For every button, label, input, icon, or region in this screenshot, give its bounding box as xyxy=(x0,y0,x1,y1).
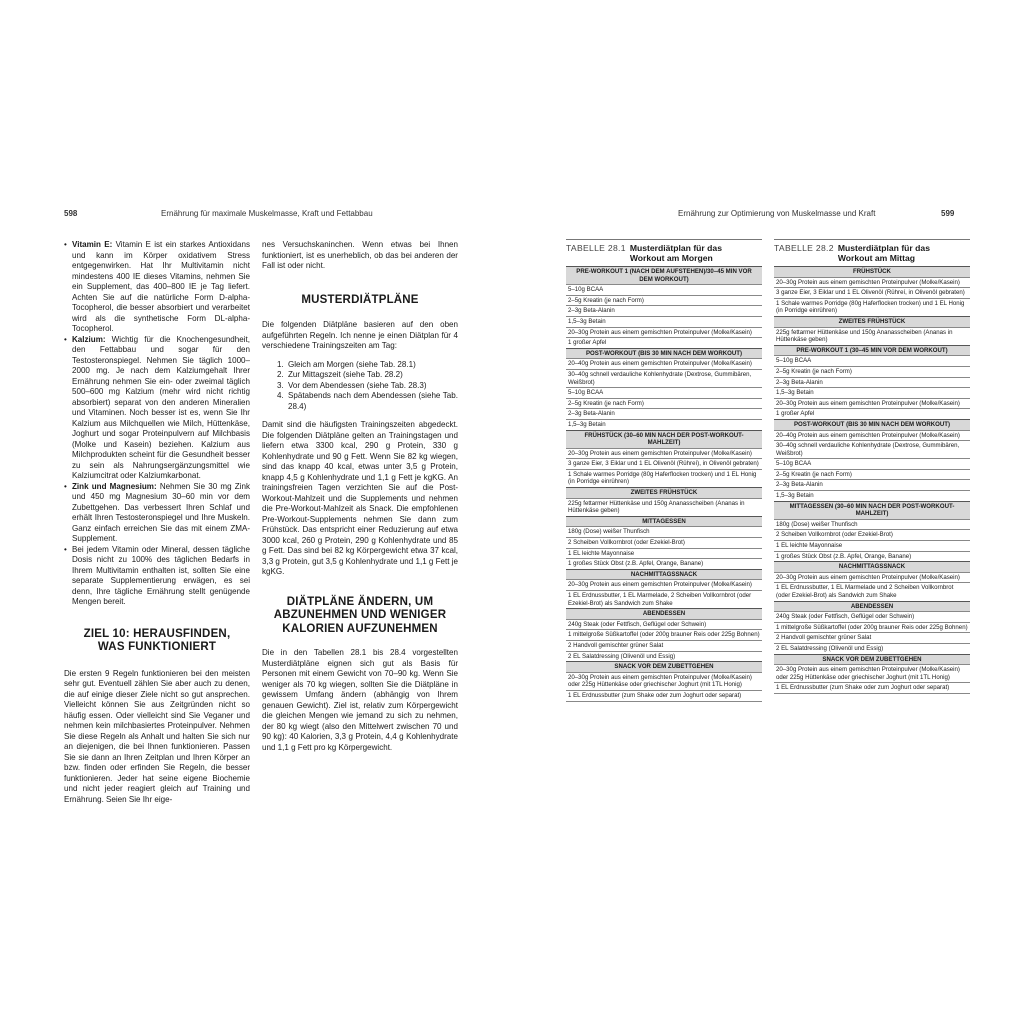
list-item: 4. Spätabends nach dem Abendessen (siehe Tab. 28.4) xyxy=(286,391,458,412)
table-title-line: Workout am Mittag xyxy=(837,253,915,263)
paragraph: Die folgenden Diätpläne basieren auf den oben aufgeführten Regeln. Ich nenne je einen Diätplan für 4 verschiedene Trainingszeiten am Tag: xyxy=(262,320,458,350)
heading-line: WAS FUNKTIONIERT xyxy=(97,641,217,653)
table-title-line: Workout am Morgen xyxy=(629,253,713,263)
bullet-vitamin-mineral xyxy=(64,545,250,608)
table-row: 2 Scheiben Vollkornbrot (oder Ezekiel-Brot) xyxy=(566,537,762,548)
table-row: 1 EL Erdnussbutter (zum Shake oder zum Joghurt oder separat) xyxy=(566,690,762,701)
table-row: 1 EL Erdnussbutter, 1 EL Marmelade, 2 Scheiben Vollkornbrot (oder Ezekiel-Brot) als Sandwich zum Shake xyxy=(566,590,762,608)
table-row: 1 großer Apfel xyxy=(774,408,970,419)
table-row: 20–30g Protein aus einem gemischten Proteinpulver (Molke/Kasein) xyxy=(774,277,970,288)
table-row: 5–10g BCAA xyxy=(774,355,970,366)
table-row: 20–30g Protein aus einem gemischten Proteinpulver (Molke/Kasein) xyxy=(566,327,762,338)
table-row: 2 Scheiben Vollkornbrot (oder Ezekiel-Brot) xyxy=(774,529,970,540)
table-row: 1,5–3g Betain xyxy=(566,419,762,430)
bullet-text: Vitamin E ist ein starkes Antioxidans und kann im Körper oxidativem Stress entgegenwirken. Hat Ihr Multivitamin nicht mindestens 400 IE dieses Vitamins, nehmen Sie ein Supplement, das 400–800 IE je Tag liefert. Achten Sie auf die natürliche Form D-alpha-Tocopherol, die besser absorbiert und verarbeitet wird als die synthetische Form DL-alpha-Tocopherol. xyxy=(72,240,250,333)
table-28-1 xyxy=(566,239,762,702)
table-row: 2–5g Kreatin (je nach Form) xyxy=(566,398,762,409)
bullet-text: Wichtig für die Knochengesundheit, den Fettabbau und sogar für den Testosteronspiegel. Nehmen Sie täglich 1000–2000 mg. Je nach dem Kalziumgehalt Ihrer Ernährung nehmen Sie ein- oder zweimal täglich 500–600 mg Kalzium (mehr wird nicht richtig absorbiert) separat von den anderen Mineralien und Vitaminen. Noch besser ist es, wenn Sie Ihr Kalzium aus Milchquellen wie Milch, Hüttenkäse, Joghurt und sogar Proteinpulvern auf Milchbasis (Molke und Kasein) beziehen. Kalzium aus Milchprodukten scheint für die Gesundheit besser zu sein als Nahrungsergänzungsmittel wie Kalziumcitrat oder Kalziumkarbonat. xyxy=(72,334,250,480)
left-page-number: 598 xyxy=(64,209,78,218)
table-section-header: ABENDESSEN xyxy=(774,601,970,612)
bullet-term: Kalzium: xyxy=(72,334,106,344)
table-bottom-rule xyxy=(566,701,762,702)
table-title xyxy=(630,243,722,263)
table-section-header: PRE-WORKOUT 1 (NACH DEM AUFSTEHEN)/30–45 MIN VOR DEM WORKOUT) xyxy=(566,266,762,284)
table-row: 20–30g Protein aus einem gemischten Proteinpulver (Molke/Kasein) xyxy=(566,579,762,590)
table-row: 1,5–3g Betain xyxy=(774,387,970,398)
table-section-header: POST-WORKOUT (BIS 30 MIN NACH DEM WORKOUT) xyxy=(774,419,970,430)
bullet-text: Bei jedem Vitamin oder Mineral, dessen tägliche Dosis nicht zu 100% des täglichen Bedarfs in Ihrem Multivitamin enthalten ist, sollten Sie eine separate Supplementierung erwägen, es sei denn, Ihre tägliche Ernährung stellt genügende Mengen bereit. xyxy=(72,544,250,606)
table-row: 1,5–3g Betain xyxy=(566,316,762,327)
table-row: 2–3g Beta-Alanin xyxy=(774,479,970,490)
heading-line: KALORIEN AUFZUNEHMEN xyxy=(282,622,438,635)
table-row: 180g (Dose) weißer Thunfisch xyxy=(774,519,970,530)
table-row: 20–30g Protein aus einem gemischten Proteinpulver (Molke/Kasein) oder 225g Hüttenkäse oder griechischer Joghurt (mit 1TL Honig) xyxy=(774,664,970,682)
table-section-header: FRÜHSTÜCK xyxy=(774,266,970,277)
table-number: TABELLE 28.1 xyxy=(566,243,626,253)
list-item: 1. Gleich am Morgen (siehe Tab. 28.1) xyxy=(286,360,458,371)
table-row: 20–30g Protein aus einem gemischten Proteinpulver (Molke/Kasein) xyxy=(774,572,970,583)
table-row: 1,5–3g Betain xyxy=(774,490,970,501)
table-row: 240g Steak (oder Fettfisch, Geflügel oder Schwein) xyxy=(566,619,762,630)
table-section-header: ZWEITES FRÜHSTÜCK xyxy=(774,316,970,327)
table-row: 2–3g Beta-Alanin xyxy=(566,408,762,419)
table-row: 1 EL Erdnussbutter, 1 EL Marmelade und 2 Scheiben Vollkornbrot (oder Ezekiel-Brot) als Sandwich zum Shake xyxy=(774,582,970,600)
section-heading-ziel-10 xyxy=(64,628,250,655)
table-section-header: PRE-WORKOUT 1 (30–45 MIN VOR DEM WORKOUT) xyxy=(774,345,970,356)
table-title-line: Musterdiätplan für das xyxy=(629,243,722,253)
table-row: 2–5g Kreatin (je nach Form) xyxy=(774,366,970,377)
right-page-header xyxy=(941,209,954,218)
bullet-vitamin-e xyxy=(64,240,250,335)
table-row: 5–10g BCAA xyxy=(774,458,970,469)
table-row: 20–30g Protein aus einem gemischten Proteinpulver (Molke/Kasein) oder 225g Hüttenkäse oder griechischer Joghurt (mit 1TL Honig) xyxy=(566,672,762,690)
table-caption xyxy=(566,239,762,263)
table-title-line: Musterdiätplan für das xyxy=(837,243,930,253)
heading-line: ZIEL 10: HERAUSFINDEN, xyxy=(83,627,231,640)
list-item: 2. Zur Mittagszeit (siehe Tab. 28.2) xyxy=(286,370,458,381)
left-column-2 xyxy=(262,240,458,753)
heading-line: ABZUNEHMEN UND WENIGER xyxy=(273,609,447,621)
bullet-text: Nehmen Sie 30 mg Zink und 450 mg Magnesium 30–60 min vor dem Zubettgehen. Das verbessert Ihren Schlaf und erhält Ihren Testosteronspiegel und Ihre Muskeln. Ganz einfach erreichen Sie das mit einem ZMA-Supplement. xyxy=(72,481,250,543)
section-heading-musterdiatplaene: MUSTERDIÄTPLÄNE xyxy=(301,293,419,306)
right-page-number: 599 xyxy=(941,209,955,218)
table-row: 2 Handvoll gemischter grüner Salat xyxy=(566,640,762,651)
table-row: 2 Handvoll gemischter grüner Salat xyxy=(774,632,970,643)
table-section-header: SNACK VOR DEM ZUBETTGEHEN xyxy=(566,661,762,672)
table-row: 2–5g Kreatin (je nach Form) xyxy=(566,295,762,306)
table-bottom-rule xyxy=(774,693,970,694)
table-section-header: NACHMITTAGSSNACK xyxy=(566,569,762,580)
table-row: 5–10g BCAA xyxy=(566,387,762,398)
paragraph: Die ersten 9 Regeln funktionieren bei den meisten sehr gut. Eventuell zählen Sie aber auch zu denen, die auf einige dieser Ziele nicht so gut ansprechen. Vielleicht können Sie aus Zeitgründen nicht so häufig essen. Oder vielleicht sind Sie Veganer und nehmen kein milchbasiertes Proteinpulver. Nehmen Sie diese Regeln als Anhalt und halten Sie sich nur an diejenigen, die bei Ihnen funktionieren. Passen Sie sie dann an Ihren Zeitplan und Ihren Körper an bzw. finden oder erfinden Sie Regeln, die besser funktionieren. Jeder hat seine eigene Biochemie und nicht jeder reagiert gleich auf Training und Ernährung. Seien Sie Ihr eige- xyxy=(64,668,250,804)
table-section-header: MITTAGESSEN xyxy=(566,516,762,527)
table-row: 1 Schale warmes Porridge (80g Haferflocken trocken) und 1 EL Honig (in Porridge einrühren) xyxy=(566,469,762,487)
right-running-title: Ernährung zur Optimierung von Muskelmasse und Kraft xyxy=(678,209,876,218)
table-row: 2–5g Kreatin (je nach Form) xyxy=(774,469,970,480)
table-row: 1 mittelgroße Süßkartoffel (oder 200g brauner Reis oder 225g Bohnen) xyxy=(566,629,762,640)
table-row: 1 EL leichte Mayonnaise xyxy=(566,548,762,559)
heading-line: DIÄTPLÄNE ÄNDERN, UM xyxy=(286,595,434,608)
table-caption xyxy=(774,239,970,263)
table-row: 2 EL Salatdressing (Olivenöl und Essig) xyxy=(774,643,970,654)
left-column-1 xyxy=(64,240,250,805)
table-section-header: POST-WORKOUT (BIS 30 MIN NACH DEM WORKOUT) xyxy=(566,348,762,359)
table-row: 1 Schale warmes Porridge (80g Haferflocken trocken) und 1 EL Honig (in Porridge einrühren) xyxy=(774,298,970,316)
table-row: 225g fettarmer Hüttenkäse und 150g Ananasscheiben (Ananas in Hüttenkäse geben) xyxy=(566,498,762,516)
bullet-zink-magnesium xyxy=(64,482,250,545)
table-body xyxy=(774,266,970,693)
training-times-list xyxy=(262,360,458,413)
left-page-header xyxy=(64,209,77,218)
table-row: 20–40g Protein aus einem gemischten Proteinpulver (Molke/Kasein) xyxy=(566,358,762,369)
table-row: 20–40g Protein aus einem gemischten Proteinpulver (Molke/Kasein) xyxy=(774,430,970,441)
table-body xyxy=(566,266,762,701)
table-row: 2–3g Beta-Alanin xyxy=(774,377,970,388)
paragraph: nes Versuchskaninchen. Wenn etwas bei Ihnen funktioniert, ist es unerheblich, ob das bei anderen der Fall ist oder nicht. xyxy=(262,240,458,270)
table-row: 1 großes Stück Obst (z.B. Apfel, Orange, Banane) xyxy=(566,558,762,569)
table-row: 2–3g Beta-Alanin xyxy=(566,305,762,316)
table-title xyxy=(838,243,930,263)
table-row: 2 EL Salatdressing (Olivenöl und Essig) xyxy=(566,651,762,662)
table-row: 1 großer Apfel xyxy=(566,337,762,348)
table-section-header: SNACK VOR DEM ZUBETTGEHEN xyxy=(774,654,970,665)
table-row: 3 ganze Eier, 3 Eiklar und 1 EL Olivenöl (Rühreí, in Olivenöl gebraten) xyxy=(774,287,970,298)
paragraph: Die in den Tabellen 28.1 bis 28.4 vorgestellten Musterdiätpläne eignen sich gut als Basis für Personen mit einem Gewicht von 70–90 kg. Wenn Sie weniger als 70 kg wiegen, sollten Sie die Diätpläne in gewissem Umfang ändern (abhängig von Ihrem genauen Gewicht). Ziel ist, relativ zum Körpergewicht die gleichen Mengen wie jemand zu sich zu nehmen, der 80 kg wiegt (also den Mittelwert zwischen 70 und 90 kg): 40 Kalorien, 3,3 g Protein, 4,4 g Kohlenhydrate und 1,1 g Fett pro kg Körpergewicht. xyxy=(262,648,458,752)
table-row: 1 EL leichte Mayonnaise xyxy=(774,540,970,551)
table-section-header: FRÜHSTÜCK (30–60 MIN NACH DER POST-WORKOUT-MAHLZEIT) xyxy=(566,430,762,448)
section-heading-diatplaene-aendern xyxy=(262,596,458,637)
table-section-header: ZWEITES FRÜHSTÜCK xyxy=(566,487,762,498)
bullet-term: Zink und Magnesium: xyxy=(72,481,157,491)
table-row: 180g (Dose) weißer Thunfisch xyxy=(566,526,762,537)
table-number: TABELLE 28.2 xyxy=(774,243,834,253)
table-section-header: NACHMITTAGSSNACK xyxy=(774,561,970,572)
table-row: 30–40g schnell verdauliche Kohlenhydrate (Dextrose, Gummibären, Weißbrot) xyxy=(774,440,970,458)
table-section-header: ABENDESSEN xyxy=(566,608,762,619)
bullet-term: Vitamin E: xyxy=(72,240,113,249)
left-running-title: Ernährung für maximale Muskelmasse, Kraft und Fettabbau xyxy=(161,209,373,218)
list-item: 3. Vor dem Abendessen (siehe Tab. 28.3) xyxy=(286,381,458,392)
table-row: 240g Steak (oder Fettfisch, Geflügel oder Schwein) xyxy=(774,611,970,622)
table-row: 30–40g schnell verdauliche Kohlenhydrate (Dextrose, Gummibären, Weißbrot) xyxy=(566,369,762,387)
table-row: 1 EL Erdnussbutter (zum Shake oder zum Joghurt oder separat) xyxy=(774,682,970,693)
table-28-2 xyxy=(774,239,970,694)
table-row: 20–30g Protein aus einem gemischten Proteinpulver (Molke/Kasein) xyxy=(566,448,762,459)
paragraph: Damit sind die häufigsten Trainingszeiten abgedeckt. Die folgenden Diätpläne gelten an Trainingstagen und liefern etwa 3300 kcal, 290 g Protein, 330 g Kohlenhydrate und 90 g Fett. Wenn Sie 82 kg wiegen, sind das knapp 40 kcal, etwas unter 3,5 g Protein, knapp 4,5 g Kohlenhydrate und 1,1 g Fett je kgKG. An trainingsfreien Tagen verzichten Sie auf die Post-Workout-Mahlzeit und die Supplements und nehmen die Pre-Workout-Mahlzeit als Snack. Die empfohlenen Pre-Workout-Supplements nehmen Sie dann zum Frühstück. Das entspricht einer Reduzierung auf etwa 3000 kcal, 260 g Protein, 290 g Kohlenhydrate und 85 g Fett. Das sind bei 82 kg Körpergewicht etwa 37 kcal, 3,3 g Protein, gut 3,5 g Kohlenhydrate und 1,1 g Fett je kgKG. xyxy=(262,420,458,576)
table-row: 225g fettarmer Hüttenkäse und 150g Ananasscheiben (Ananas in Hüttenkäse geben) xyxy=(774,327,970,345)
table-row: 1 mittelgroße Süßkartoffel (oder 200g brauner Reis oder 225g Bohnen) xyxy=(774,622,970,633)
table-section-header: MITTAGESSEN (30–60 MIN NACH DER POST-WORKOUT-MAHLZEIT) xyxy=(774,501,970,519)
bullet-kalzium xyxy=(64,335,250,482)
table-row: 1 großes Stück Obst (z.B. Apfel, Orange, Banane) xyxy=(774,551,970,562)
table-row: 5–10g BCAA xyxy=(566,284,762,295)
table-row: 20–30g Protein aus einem gemischten Proteinpulver (Molke/Kasein) xyxy=(774,398,970,409)
table-row: 3 ganze Eier, 3 Eiklar und 1 EL Olivenöl (Rühreí), in Olivenöl gebraten) xyxy=(566,458,762,469)
